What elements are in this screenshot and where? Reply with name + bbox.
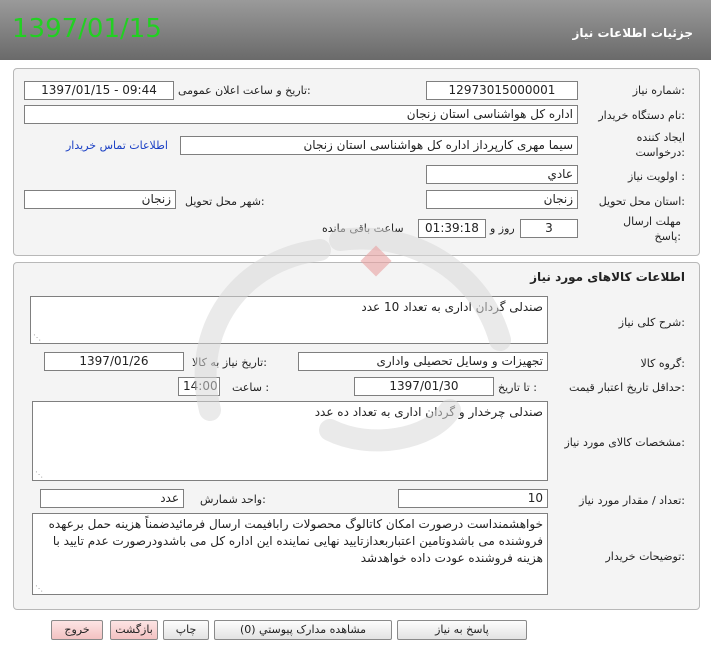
summary-text: صندلی گردان اداری به تعداد 10 عدد	[361, 300, 543, 314]
remaining-label: ساعت باقی مانده	[322, 222, 404, 235]
need-date-label: تاریخ نیاز به کالا:	[192, 356, 267, 369]
resize-grip-icon[interactable]: ⋰	[33, 333, 41, 342]
time-label: ساعت :	[232, 381, 270, 394]
need-number-field: 12973015000001	[426, 81, 578, 100]
page-title: جزئیات اطلاعات نیاز	[572, 26, 693, 40]
buyer-notes-text: خواهشمنداست درصورت امکان کاتالوگ محصولات رابافیمت ارسال فرمائیدضمناً هزینه حمل برعهده فروشنده می باشدوتامین اعتباربعدازتایید نهایی نماینده این اداره کل می باشدودرصورت عدم تایید با هزینه فروشنده عودت داده خواهدشد	[48, 517, 543, 565]
respond-button[interactable]: پاسخ به نیاز	[397, 620, 527, 640]
time-field: 14:00	[178, 377, 220, 396]
creator-field: سیما مهری کارپرداز اداره کل هواشناسی استان زنجان	[180, 136, 578, 155]
view-docs-button[interactable]: مشاهده مدارک پیوستي (0)	[214, 620, 392, 640]
exit-button[interactable]: خروج	[51, 620, 103, 640]
delivery-city-label: شهر محل تحویل:	[185, 195, 265, 208]
summary-textarea	[30, 296, 548, 344]
deadline-label-2: پاسخ:	[654, 230, 681, 243]
announce-field: 1397/01/15 - 09:44	[24, 81, 174, 100]
delivery-city-field: زنجان	[24, 190, 176, 209]
spec-text: صندلی چرخدار و گردان اداری به تعداد ده عدد	[314, 405, 543, 419]
deadline-days-field: 3	[520, 219, 578, 238]
qty-label: تعداد / مقدار مورد نیاز:	[579, 494, 685, 507]
spec-label: مشخصات کالای مورد نیاز:	[564, 436, 685, 449]
until-date-label: تا تاریخ :	[498, 381, 537, 394]
need-number-label: شماره نیاز:	[632, 84, 685, 97]
qty-field: 10	[398, 489, 548, 508]
group-label: گروه کالا:	[640, 357, 685, 370]
days-label: روز و	[490, 222, 515, 235]
min-price-validity-label: حداقل تاریخ اعتبار قیمت:	[569, 381, 685, 394]
print-button[interactable]: چاپ	[163, 620, 209, 640]
resize-grip-icon[interactable]: ⋰	[35, 584, 43, 593]
resize-grip-icon[interactable]: ⋰	[35, 470, 43, 479]
buyer-org-field: اداره کل هواشناسی استان زنجان	[24, 105, 578, 124]
announce-label: تاریخ و ساعت اعلان عمومی:	[178, 84, 311, 97]
delivery-province-field: زنجان	[426, 190, 578, 209]
buyer-notes-label: توضیحات خریدار:	[605, 550, 685, 563]
goods-section-title: اطلاعات کالاهای مورد نیاز	[530, 270, 685, 284]
back-button[interactable]: بازگشت	[110, 620, 158, 640]
need-date-field: 1397/01/26	[44, 352, 184, 371]
delivery-province-label: استان محل تحویل:	[598, 195, 685, 208]
creator-label-1: ایجاد کننده	[636, 131, 685, 144]
deadline-time-field: 01:39:18	[418, 219, 486, 238]
priority-label: اولویت نیاز :	[627, 170, 685, 183]
unit-field: عدد	[40, 489, 184, 508]
big-date: 1397/01/15	[12, 14, 162, 44]
spec-textarea	[32, 401, 548, 481]
buyer-contact-link[interactable]: اطلاعات تماس خریدار	[66, 139, 168, 152]
summary-label: شرح کلی نیاز:	[618, 316, 685, 329]
unit-label: واحد شمارش:	[200, 493, 266, 506]
group-field: تجهیزات و وسایل تحصیلی واداری	[298, 352, 548, 371]
priority-field: عادي	[426, 165, 578, 184]
until-date-field: 1397/01/30	[354, 377, 494, 396]
deadline-label-1: مهلت ارسال	[623, 215, 681, 228]
buyer-notes-textarea	[32, 513, 548, 595]
buyer-org-label: نام دستگاه خریدار:	[598, 109, 685, 122]
creator-label-2: درخواست:	[635, 146, 685, 159]
